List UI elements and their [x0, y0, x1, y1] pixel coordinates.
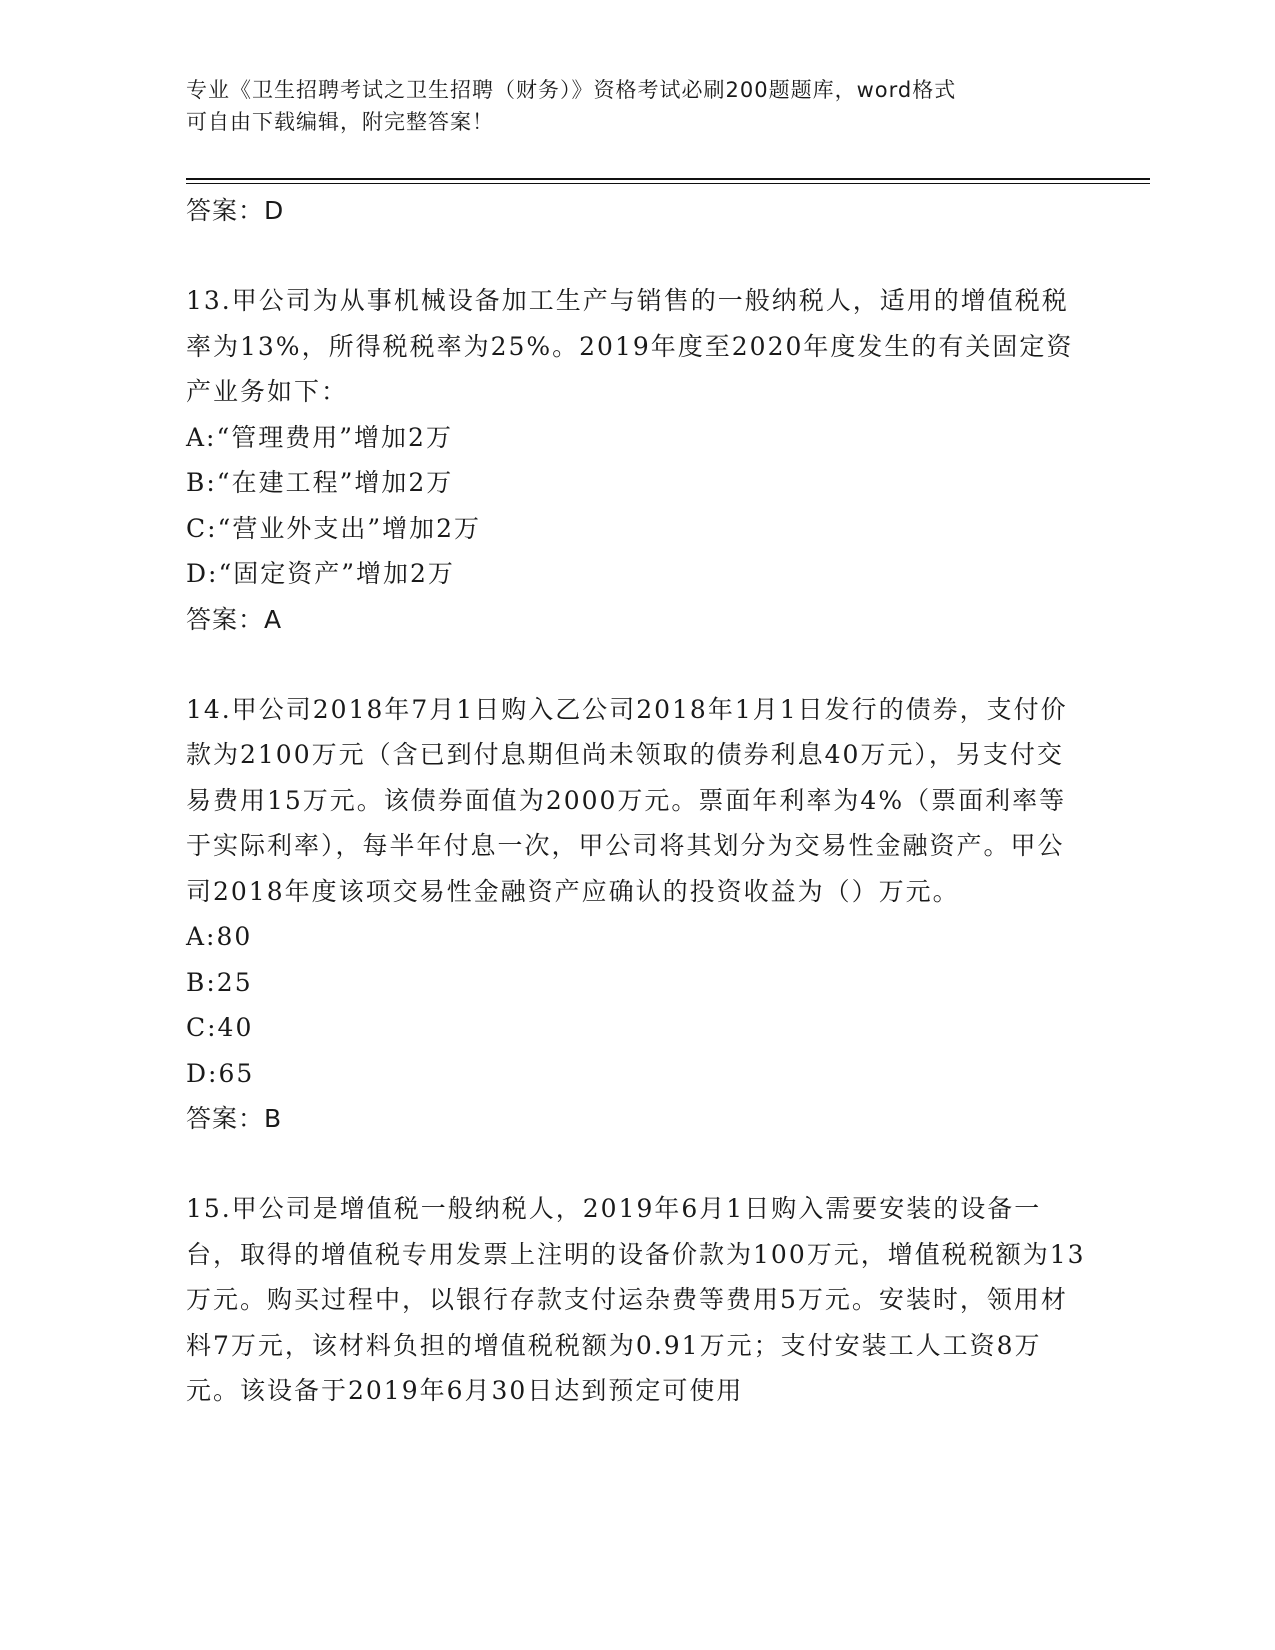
question-13-option-a: A:“管理费用”增加2万 [186, 422, 453, 452]
question-14-text: 14.甲公司2018年7月1日购入乙公司2018年1月1日发行的债券，支付价款为2100万元（含已到付息期但尚未领取的债券利息40万元），另支付交易费用15万元。该债券面值为2000万元。票面年利率为4%（票面利率等于实际利率），每半年付息一次，甲公司将其划分为交易性金融资产。甲公司2018年度该项交易性金融资产应确认的投资收益为（）万元。 [186, 694, 1068, 906]
header-line-1: 专业《卫生招聘考试之卫生招聘（财务）》资格考试必刷200题题库，word格式 [186, 78, 957, 102]
question-15-text: 15.甲公司是增值税一般纳税人，2019年6月1日购入需要安装的设备一台，取得的增值税专用发票上注明的设备价款为100万元，增值税税额为13万元。购买过程中，以银行存款支付运杂费等费用5万元。安装时，领用材料7万元，该材料负担的增值税税额为0.91万元；支付安装工人工资8万元。该设备于2019年6月30日达到预定可使用 [186, 1194, 1086, 1405]
question-14-option-d: D:65 [186, 1058, 255, 1088]
header-line-2: 可自由下载编辑，附完整答案！ [186, 110, 494, 134]
question-14-option-a: A:80 [186, 922, 253, 951]
question-14-option-b: B:25 [186, 967, 253, 997]
question-13-text: 13.甲公司为从事机械设备加工生产与销售的一般纳税人，适用的增值税税率为13%，所得税税率为25%。2019年度至2020年度发生的有关固定资产业务如下： [186, 286, 1074, 406]
question-15 [186, 1186, 1086, 1414]
answer-previous: 答案：D [186, 196, 285, 225]
question-14-option-c: C:40 [186, 1013, 254, 1042]
question-13-option-d: D:“固定资产”增加2万 [186, 559, 455, 588]
question-14-answer: 答案：B [186, 1104, 283, 1133]
question-14 [186, 687, 1086, 1143]
document-header [186, 74, 1066, 138]
question-13-option-b: B:“在建工程”增加2万 [186, 468, 454, 497]
question-13-option-c: C:“营业外支出”增加2万 [186, 513, 482, 543]
header-rule-thick [186, 178, 1150, 180]
header-rule-thin [186, 183, 1150, 184]
question-13-answer: 答案：A [186, 604, 283, 634]
document-body [186, 188, 1086, 1414]
question-13 [186, 278, 1086, 643]
